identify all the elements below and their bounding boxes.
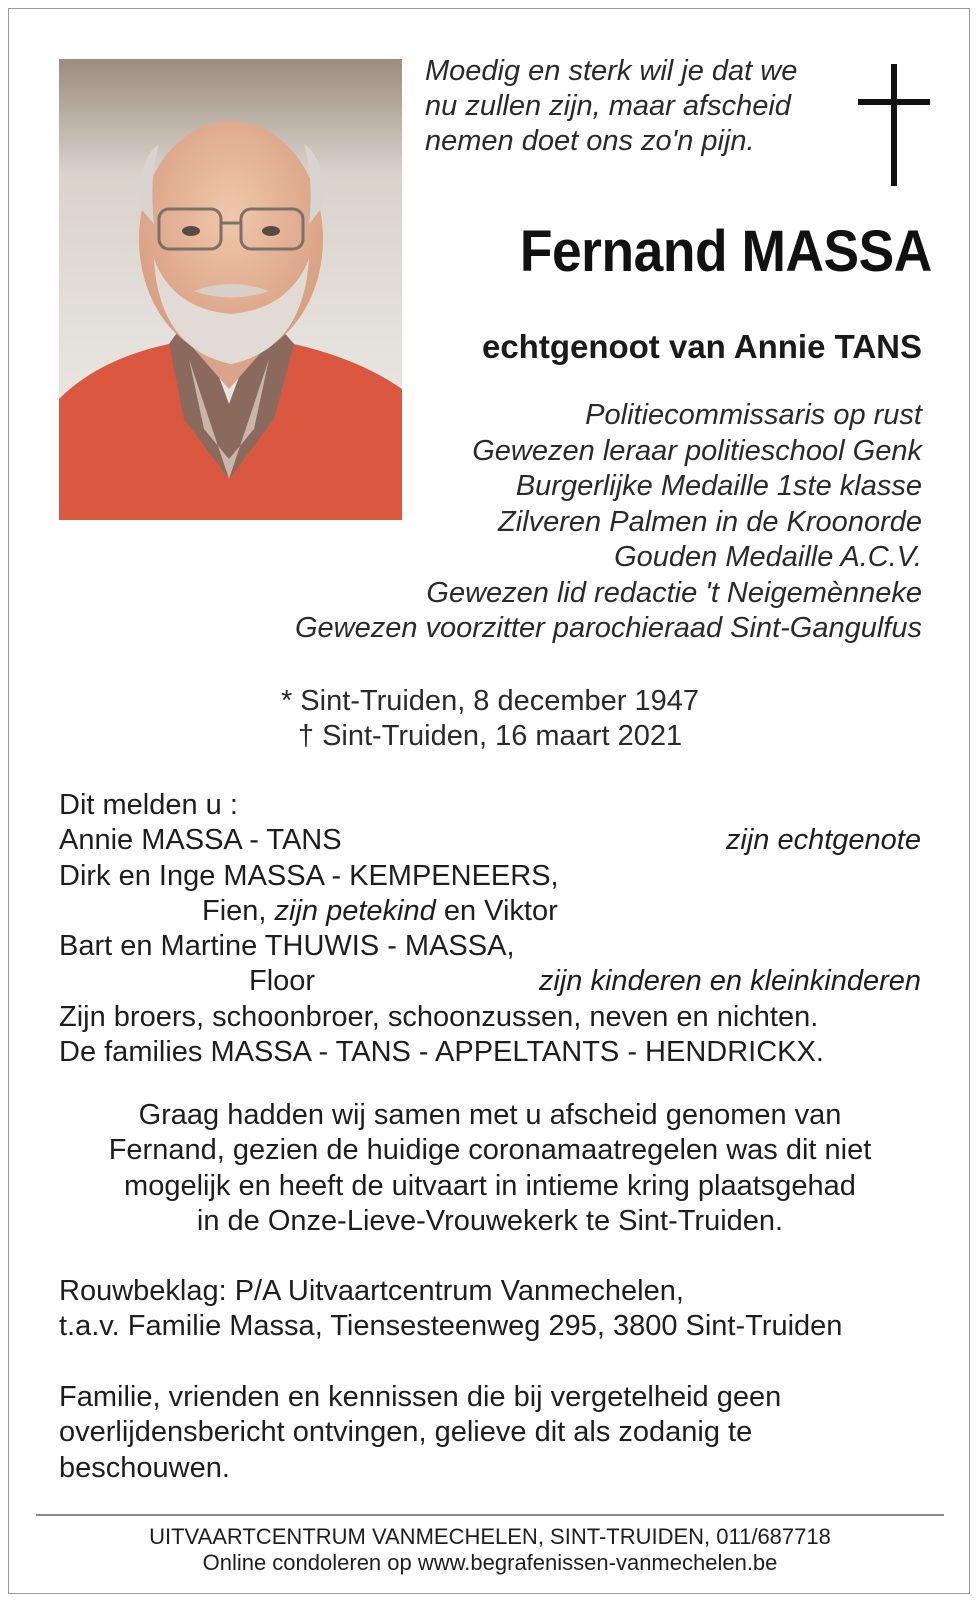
family-announcement [59,788,921,1070]
death-date: † Sint-Truiden, 16 maart 2021 [297,720,683,752]
condolence-address [59,1274,842,1345]
family-row-families: De families MASSA - TANS - APPELTANTS - HENDRICKX. [59,1036,824,1069]
spouse-relation: zijn echtgenote [725,824,921,857]
title-item: Gewezen leraar politieschool Genk [472,434,922,467]
family-row-grandchild1 [59,894,921,929]
title-item: Zilveren Palmen in de Kroonorde [498,505,922,538]
closing-line: overlijdensbericht ontvingen, gelieve dit als zodanig te [59,1416,753,1449]
family-row-siblings: Zijn broers, schoonbroer, schoonzussen, neven en nichten. [59,1000,819,1033]
title-item: Gewezen voorzitter parochieraad Sint-Gangulfus [294,612,922,644]
notice-line: in de Onze-Lieve-Vrouwekerk te Sint-Truiden. [196,1204,784,1237]
quote-line: nemen doet ons zo'n pijn. [425,125,755,157]
children-relation: zijn kinderen en kleinkinderen [538,965,921,998]
notice-line: mogelijk en heeft de uitvaart in intieme kring plaatsgehad [124,1169,856,1202]
family-row-spouse [59,823,921,858]
quote-line: nu zullen zijn, maar afscheid [425,90,791,122]
funeral-notice [0,1098,980,1239]
notice-line: Fernand, gezien de huidige coronamaatregelen was dit niet [108,1134,872,1167]
deceased-name: Fernand MASSA [519,219,932,284]
spouse-line: echtgenoot van Annie TANS [481,328,922,365]
life-dates [0,684,980,754]
address-line: t.a.v. Familie Massa, Tiensesteenweg 295, 3800 Sint-Truiden [59,1310,843,1343]
title-item: Burgerlijke Medaille 1ste klasse [515,470,922,502]
closing-note [59,1380,781,1486]
closing-line: Familie, vrienden en kennissen die bij vergetelheid geen [59,1381,782,1413]
family-row-child1: Dirk en Inge MASSA - KEMPENEERS, [59,859,559,892]
titles-list [295,398,922,647]
funeral-home-line: UITVAARTCENTRUM VANMECHELEN, SINT-TRUIDEN, 011/687718 [149,1524,831,1549]
condolence-website-link[interactable]: Online condoleren op www.begrafenissen-vanmechelen.be [202,1550,778,1575]
title-item: Gouden Medaille A.C.V. [614,541,922,573]
notice-line: Graag hadden wij samen met u afscheid genomen van [138,1099,842,1131]
quote-line: Moedig en sterk wil je dat we [425,55,798,87]
family-row-grandchild2 [59,964,921,999]
footer-divider [36,1514,944,1516]
title-item: Gewezen lid redactie 't Neigemènneke [426,576,922,609]
cross-icon [858,64,930,191]
memorial-quote [425,54,845,159]
title-item: Politiecommissaris op rust [585,399,922,431]
grandchild-name: Floor [249,965,316,998]
footer [0,1524,980,1576]
grandchild-note: zijn petekind [274,894,436,927]
grandchild-rest: en Viktor [443,894,558,927]
grandchild-name: Fien, [202,894,267,927]
family-row-child2: Bart en Martine THUWIS - MASSA, [59,930,515,963]
birth-date: * Sint-Truiden, 8 december 1947 [280,685,700,717]
spouse-name: Annie MASSA - TANS [59,824,342,857]
family-intro: Dit melden u : [59,789,238,821]
address-line: Rouwbeklag: P/A Uitvaartcentrum Vanmechelen, [59,1275,684,1307]
closing-line: beschouwen. [59,1451,230,1484]
